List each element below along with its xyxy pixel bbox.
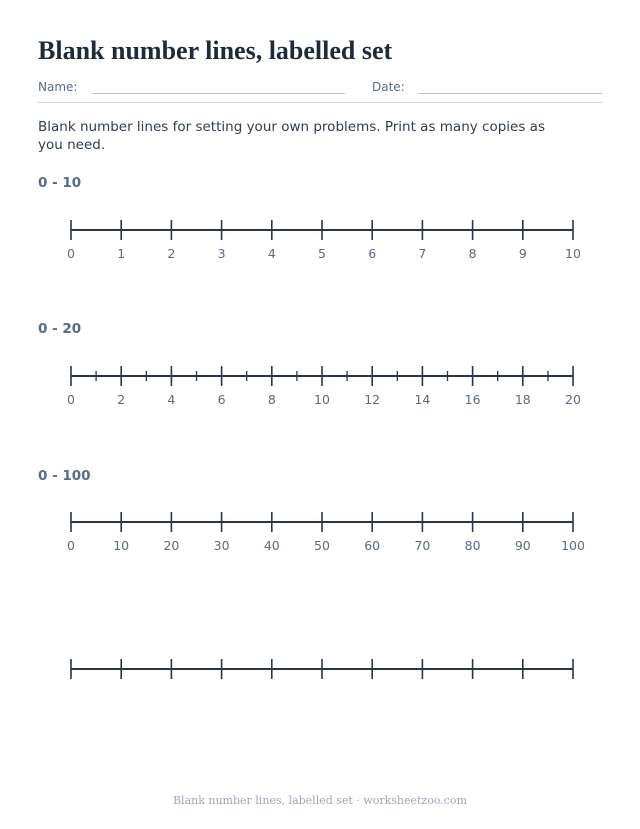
tick-label: 6 <box>217 392 226 407</box>
section-heading-1: 0 - 20 <box>38 321 82 337</box>
tick-label: 0 <box>67 392 75 407</box>
number-line-3 <box>0 654 640 704</box>
tick-label: 60 <box>364 538 381 553</box>
tick-label: 2 <box>117 392 126 407</box>
number-line-0 <box>0 215 640 265</box>
tick-label: 8 <box>267 392 276 407</box>
date-label: Date: <box>372 80 405 94</box>
tick-label: 100 <box>561 538 585 553</box>
tick-label: 6 <box>368 246 377 261</box>
tick-label: 20 <box>565 392 581 407</box>
tick-label: 30 <box>213 538 230 553</box>
tick-label: 80 <box>464 538 481 553</box>
tick-label: 10 <box>314 392 330 407</box>
tick-label: 16 <box>464 392 481 407</box>
tick-label: 5 <box>318 246 326 261</box>
tick-label: 90 <box>514 538 531 553</box>
tick-label: 4 <box>167 392 176 407</box>
tick-label: 70 <box>414 538 431 553</box>
worksheet-description: Blank number lines for setting your own problems. Print as many copies as you need. <box>38 119 545 153</box>
section-heading-0: 0 - 10 <box>38 175 82 191</box>
tick-label: 10 <box>565 246 581 261</box>
name-label: Name: <box>38 80 78 94</box>
tick-label: 7 <box>418 246 427 261</box>
section-heading-2: 0 - 100 <box>38 468 91 484</box>
tick-label: 3 <box>217 246 226 261</box>
tick-label: 9 <box>518 246 527 261</box>
tick-label: 12 <box>364 392 381 407</box>
page-footer: Blank number lines, labelled set · worksheetzoo.com <box>172 794 468 807</box>
date-write-line <box>418 93 602 94</box>
tick-label: 14 <box>414 392 431 407</box>
tick-label: 10 <box>113 538 130 553</box>
tick-label: 1 <box>117 246 126 261</box>
tick-label: 20 <box>163 538 180 553</box>
name-date-row <box>38 78 602 103</box>
tick-label: 0 <box>67 246 75 261</box>
tick-label: 0 <box>67 538 75 553</box>
tick-label: 8 <box>468 246 477 261</box>
tick-label: 50 <box>314 538 330 553</box>
worksheet-title: Blank number lines, labelled set <box>38 36 393 65</box>
tick-label: 40 <box>263 538 280 553</box>
name-write-line <box>92 93 345 94</box>
number-line-2 <box>0 507 640 557</box>
tick-label: 18 <box>514 392 531 407</box>
tick-label: 2 <box>167 246 176 261</box>
tick-label: 4 <box>267 246 276 261</box>
number-line-1 <box>0 361 640 411</box>
